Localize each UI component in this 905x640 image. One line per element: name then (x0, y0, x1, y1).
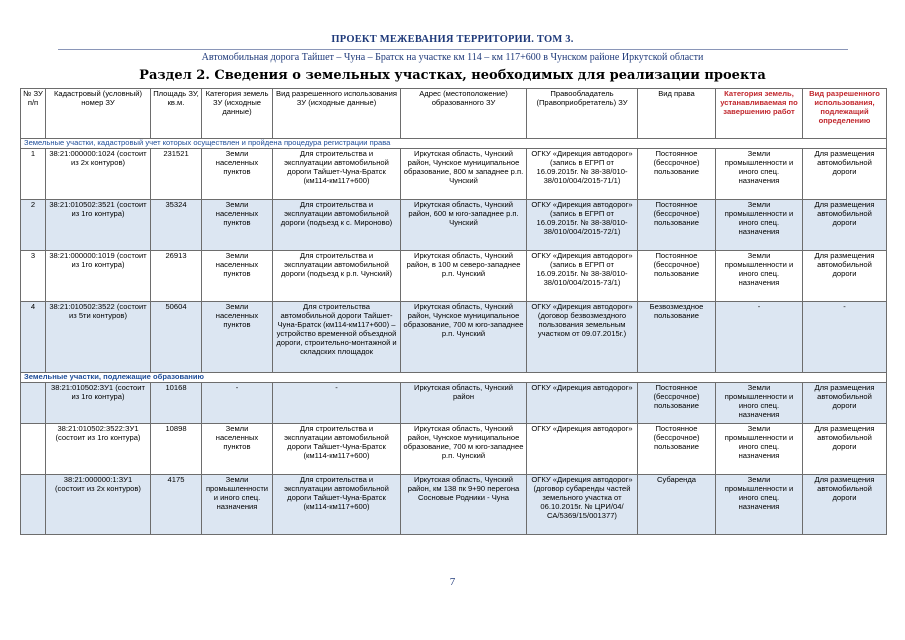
table-row (21, 302, 887, 373)
cell-category: Земли населенных пунктов (202, 149, 273, 200)
table-row (21, 149, 887, 200)
column-header-new-use: Вид разрешенного использования, подлежащий определению (803, 89, 887, 139)
column-header: № ЗУ п/п (21, 89, 46, 139)
cell-right: Безвозмездное пользование (638, 302, 716, 373)
cell-use: Для строительства и эксплуатации автомобильной дороги (подъезд к р.п. Чунский) (273, 251, 401, 302)
table-row (21, 383, 887, 424)
column-header: Адрес (местоположение) образованного ЗУ (401, 89, 527, 139)
cell-address: Иркутская область, Чунский район, км 138 пк 9+90 перегона Сосновые Родники - Чуна (401, 475, 527, 535)
table-row (21, 475, 887, 535)
cell-cadastral: 38:21:000000:1024 (состоит из 2х контуров) (46, 149, 151, 200)
section-row-registered (21, 139, 887, 149)
cell-area: 26913 (151, 251, 202, 302)
cell-new-use: Для размещения автомобильной дороги (803, 383, 887, 424)
cell-new-use: Для размещения автомобильной дороги (803, 200, 887, 251)
cell-number (21, 475, 46, 535)
cell-area: 4175 (151, 475, 202, 535)
cell-right: Постоянное (бессрочное) пользование (638, 424, 716, 475)
table-header-row (21, 89, 887, 139)
column-header-new-category: Категория земель, устанавливаемая по завершению работ (716, 89, 803, 139)
cell-number: 2 (21, 200, 46, 251)
cell-right: Постоянное (бессрочное) пользование (638, 251, 716, 302)
cell-new-category: Земли промышленности и иного спец. назначения (716, 149, 803, 200)
page-number: 7 (449, 576, 456, 588)
table-row (21, 200, 887, 251)
cell-category: Земли населенных пунктов (202, 251, 273, 302)
section-label: Земельные участки, кадастровый учет которых осуществлен и пройдена процедура регистрации права (21, 139, 887, 149)
cell-new-use: Для размещения автомобильной дороги (803, 424, 887, 475)
cell-address: Иркутская область, Чунский район, Чунское муниципальное образование, 700 м юго-западнее р.п. Чунский (401, 302, 527, 373)
cell-cadastral: 38:21:010502:3521 (состоит из 1го контура) (46, 200, 151, 251)
cell-number: 3 (21, 251, 46, 302)
cell-use: Для строительства и эксплуатации автомобильной дороги Тайшет-Чуна-Братск (км114-км117+600) (273, 424, 401, 475)
cell-address: Иркутская область, Чунский район, Чунское муниципальное образование, 700 м юго-западнее р.п. Чунский (401, 424, 527, 475)
cell-owner: ОГКУ «Дирекция автодорог» (527, 424, 638, 475)
cell-use: Для строительства автомобильной дороги Тайшет-Чуна-Братск (км114-км117+600) – устройство временной объездной дороги, строительно-монтажной и складских площадок (273, 302, 401, 373)
cell-area: 231521 (151, 149, 202, 200)
cell-category: Земли населенных пунктов (202, 424, 273, 475)
cell-use: - (273, 383, 401, 424)
cell-owner: ОГКУ «Дирекция автодорог» (запись в ЕГРП от 16.09.2015г. № 38-38/010-38/010/004/2015-72/1) (527, 200, 638, 251)
cell-address: Иркутская область, Чунский район, в 100 м северо-западнее р.п. Чунский (401, 251, 527, 302)
cell-right: Постоянное (бессрочное) пользование (638, 200, 716, 251)
cell-new-category: - (716, 302, 803, 373)
document-subtitle: Автомобильная дорога Тайшет – Чуна – Братск на участке км 114 – км 117+600 в Чунском районе Иркутской области (201, 52, 704, 63)
header-divider (58, 49, 848, 50)
cell-area: 10898 (151, 424, 202, 475)
cell-cadastral: 38:21:010502:ЗУ1 (состоит из 1го контура) (46, 383, 151, 424)
cell-category: Земли населенных пунктов (202, 302, 273, 373)
column-header: Вид разрешенного использования ЗУ (исходные данные) (273, 89, 401, 139)
cell-category: - (202, 383, 273, 424)
table-row (21, 424, 887, 475)
cell-use: Для строительства и эксплуатации автомобильной дороги (подъезд к с. Мироново) (273, 200, 401, 251)
cell-number (21, 383, 46, 424)
cell-owner: ОГКУ «Дирекция автодорог» (запись в ЕГРП от 16.09.2015г. № 38-38/010-38/010/004/2015-73/1) (527, 251, 638, 302)
cell-cadastral: 38:21:010502:3522:ЗУ1 (состоит из 1го контура) (46, 424, 151, 475)
cell-cadastral: 38:21:010502:3522 (состоит из 5ти контуров) (46, 302, 151, 373)
cell-new-use: - (803, 302, 887, 373)
section-row-to-be-formed (21, 373, 887, 383)
cell-new-category: Земли промышленности и иного спец. назначения (716, 424, 803, 475)
cell-new-category: Земли промышленности и иного спец. назначения (716, 251, 803, 302)
cell-address: Иркутская область, Чунский район (401, 383, 527, 424)
cell-new-category: Земли промышленности и иного спец. назначения (716, 475, 803, 535)
column-header: Категория земель ЗУ (исходные данные) (202, 89, 273, 139)
cell-new-category: Земли промышленности и иного спец. назначения (716, 200, 803, 251)
cell-number (21, 424, 46, 475)
section-title: Раздел 2. Сведения о земельных участках, необходимых для реализации проекта (139, 68, 766, 83)
cell-owner: ОГКУ «Дирекция автодорог» (527, 383, 638, 424)
cell-owner: ОГКУ «Дирекция автодорог» (договор безвозмездного пользования земельным участком от 09.07.2015г.) (527, 302, 638, 373)
cell-new-use: Для размещения автомобильной дороги (803, 251, 887, 302)
cell-use: Для строительства и эксплуатации автомобильной дороги Тайшет-Чуна-Братск (км114-км117+600) (273, 149, 401, 200)
cell-cadastral: 38:21:000000:1019 (состоит из 1го контура) (46, 251, 151, 302)
column-header: Кадастровый (условный) номер ЗУ (46, 89, 151, 139)
cell-cadastral: 38:21:000000:1:ЗУ1 (состоит из 2х контуров) (46, 475, 151, 535)
column-header: Площадь ЗУ, кв.м. (151, 89, 202, 139)
cell-new-use: Для размещения автомобильной дороги (803, 149, 887, 200)
section-label: Земельные участки, подлежащие образованию (21, 373, 887, 383)
cell-category: Земли промышленности и иного спец. назначения (202, 475, 273, 535)
land-plots-table (20, 88, 887, 535)
cell-number: 4 (21, 302, 46, 373)
cell-address: Иркутская область, Чунский район, 600 м юго-западнее р.п. Чунский (401, 200, 527, 251)
cell-use: Для строительства и эксплуатации автомобильной дороги Тайшет-Чуна-Братск (км114-км117+600) (273, 475, 401, 535)
cell-area: 10168 (151, 383, 202, 424)
cell-number: 1 (21, 149, 46, 200)
cell-owner: ОГКУ «Дирекция автодорог» (договор субаренды частей земельного участка от 06.10.2015г. № ЦРИ/04/СА/5369/15/001377) (527, 475, 638, 535)
column-header: Вид права (638, 89, 716, 139)
cell-right: Постоянное (бессрочное) пользование (638, 383, 716, 424)
cell-right: Субаренда (638, 475, 716, 535)
table-row (21, 251, 887, 302)
cell-category: Земли населенных пунктов (202, 200, 273, 251)
column-header: Правообладатель (Правоприобретатель) ЗУ (527, 89, 638, 139)
cell-address: Иркутская область, Чунский район, Чунское муниципальное образование, 800 м западнее р.п. Чунский (401, 149, 527, 200)
document-title: ПРОЕКТ МЕЖЕВАНИЯ ТЕРРИТОРИИ. ТОМ 3. (331, 34, 574, 45)
cell-new-use: Для размещения автомобильной дороги (803, 475, 887, 535)
cell-new-category: Земли промышленности и иного спец. назначения (716, 383, 803, 424)
cell-right: Постоянное (бессрочное) пользование (638, 149, 716, 200)
cell-owner: ОГКУ «Дирекция автодорог» (запись в ЕГРП от 16.09.2015г. № 38-38/010-38/010/004/2015-71/1) (527, 149, 638, 200)
cell-area: 35324 (151, 200, 202, 251)
cell-area: 50604 (151, 302, 202, 373)
